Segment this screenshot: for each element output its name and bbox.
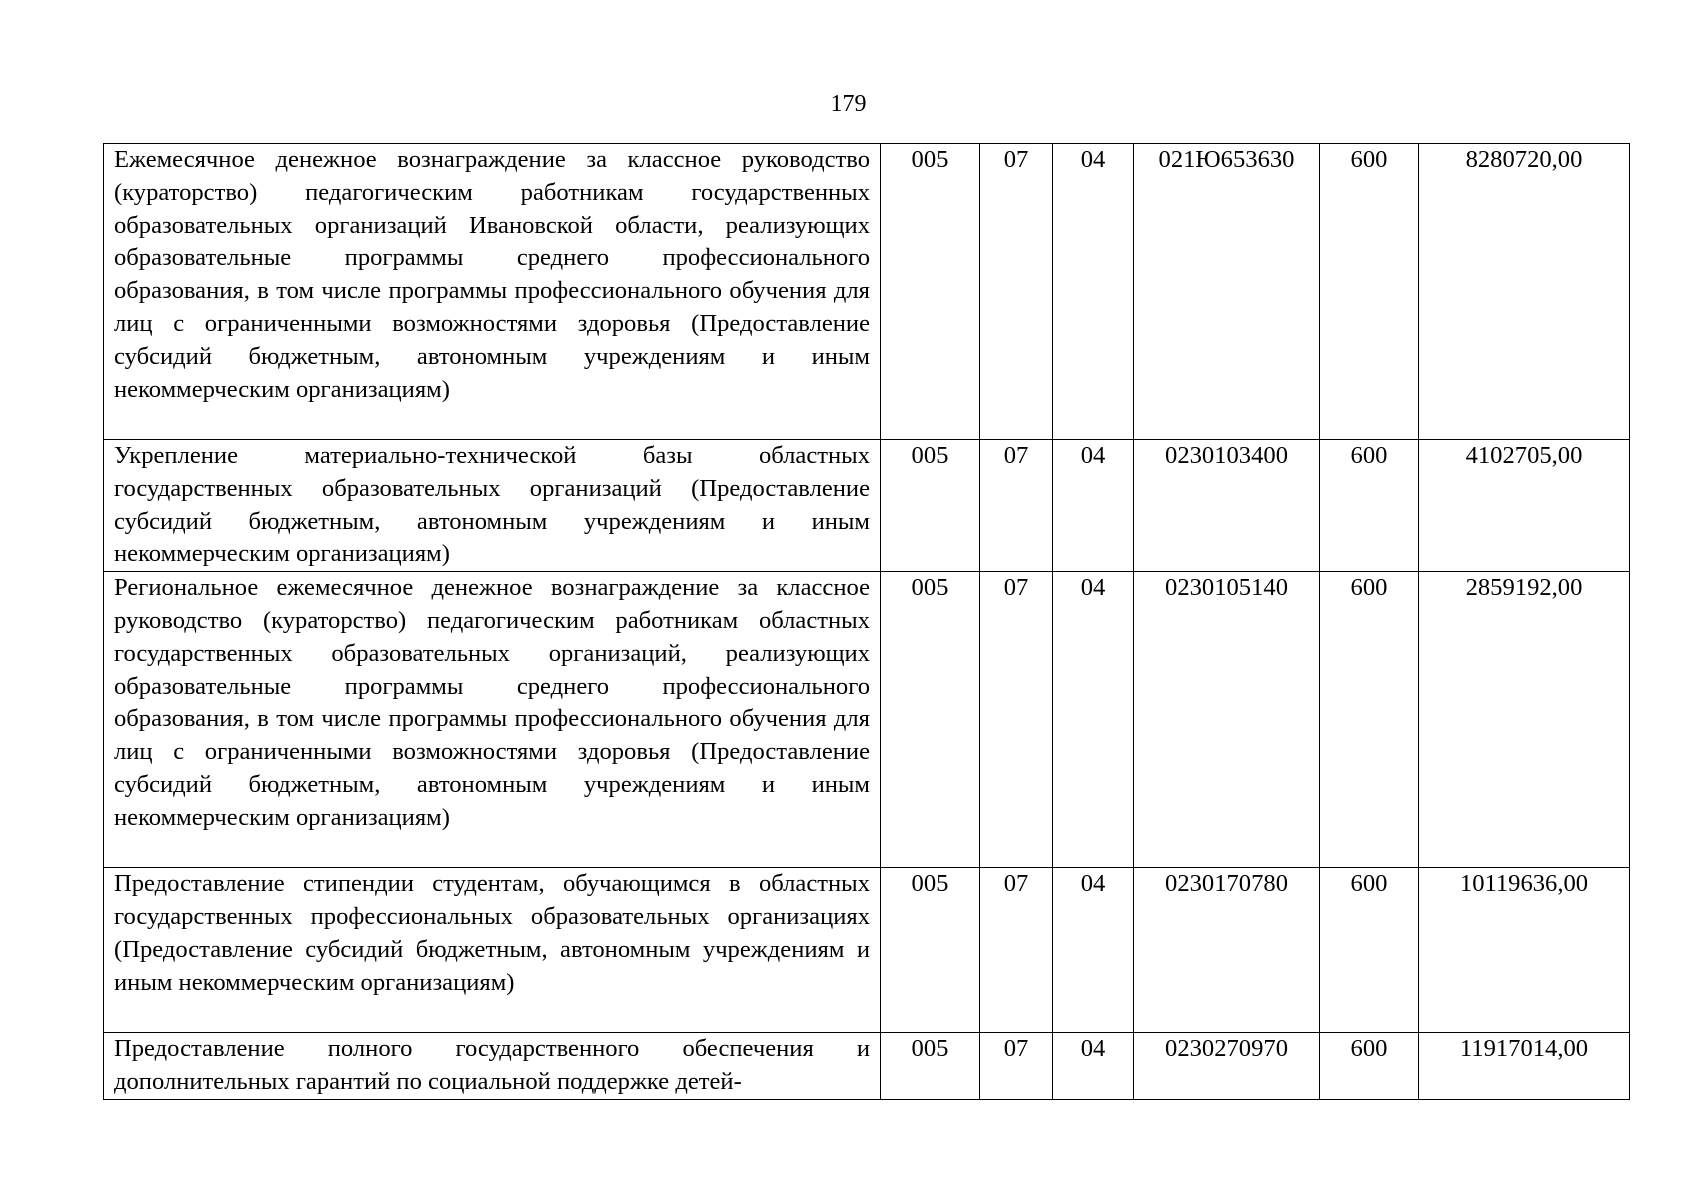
subsection-code: 04 xyxy=(1053,440,1134,572)
target-article-code: 0230105140 xyxy=(1134,572,1320,868)
table-row xyxy=(104,572,1630,868)
amount: 11917014,00 xyxy=(1419,1033,1630,1100)
target-article-code: 0230103400 xyxy=(1134,440,1320,572)
row-description: Укрепление материально-технической базы областных государственных образовательных организаций (Предоставление субсидий бюджетным, автономным учреждениям и иным некоммерческим организациям) xyxy=(104,440,881,572)
row-description: Предоставление полного государственного обеспечения и дополнительных гарантий по социальной поддержке детей- xyxy=(104,1033,881,1100)
expense-type-code: 600 xyxy=(1320,1033,1419,1100)
table-row xyxy=(104,868,1630,1033)
expense-type-code: 600 xyxy=(1320,572,1419,868)
target-article-code: 0230170780 xyxy=(1134,868,1320,1033)
subsection-code: 04 xyxy=(1053,572,1134,868)
expense-type-code: 600 xyxy=(1320,144,1419,440)
subsection-code: 04 xyxy=(1053,1033,1134,1100)
section-code: 07 xyxy=(980,868,1053,1033)
row-description: Ежемесячное денежное вознаграждение за классное руководство (кураторство) педагогическим работникам государственных образовательных организаций Ивановской области, реализующих образовательные программы среднего профессионального образования, в том числе программы профессионального обучения для лиц с ограниченными возможностями здоровья (Предоставление субсидий бюджетным, автономным учреждениям и иным некоммерческим организациям) xyxy=(104,144,881,440)
grbs-code: 005 xyxy=(881,1033,980,1100)
target-article-code: 021Ю653630 xyxy=(1134,144,1320,440)
section-code: 07 xyxy=(980,144,1053,440)
row-description: Региональное ежемесячное денежное вознаграждение за классное руководство (кураторство) педагогическим работникам областных государственных образовательных организаций, реализующих образовательные программы среднего профессионального образования, в том числе программы профессионального обучения для лиц с ограниченными возможностями здоровья (Предоставление субсидий бюджетным, автономным учреждениям и иным некоммерческим организациям) xyxy=(104,572,881,868)
amount: 10119636,00 xyxy=(1419,868,1630,1033)
amount: 8280720,00 xyxy=(1419,144,1630,440)
budget-table xyxy=(103,143,1630,1100)
grbs-code: 005 xyxy=(881,868,980,1033)
expense-type-code: 600 xyxy=(1320,440,1419,572)
amount: 4102705,00 xyxy=(1419,440,1630,572)
grbs-code: 005 xyxy=(881,144,980,440)
section-code: 07 xyxy=(980,440,1053,572)
amount: 2859192,00 xyxy=(1419,572,1630,868)
grbs-code: 005 xyxy=(881,572,980,868)
table-row xyxy=(104,1033,1630,1100)
table-row xyxy=(104,144,1630,440)
subsection-code: 04 xyxy=(1053,144,1134,440)
subsection-code: 04 xyxy=(1053,868,1134,1033)
table-row xyxy=(104,440,1630,572)
section-code: 07 xyxy=(980,572,1053,868)
grbs-code: 005 xyxy=(881,440,980,572)
page-number: 179 xyxy=(830,91,867,117)
expense-type-code: 600 xyxy=(1320,868,1419,1033)
section-code: 07 xyxy=(980,1033,1053,1100)
target-article-code: 0230270970 xyxy=(1134,1033,1320,1100)
row-description: Предоставление стипендии студентам, обучающимся в областных государственных профессиональных образовательных организациях (Предоставление субсидий бюджетным, автономным учреждениям и иным некоммерческим организациям) xyxy=(104,868,881,1033)
